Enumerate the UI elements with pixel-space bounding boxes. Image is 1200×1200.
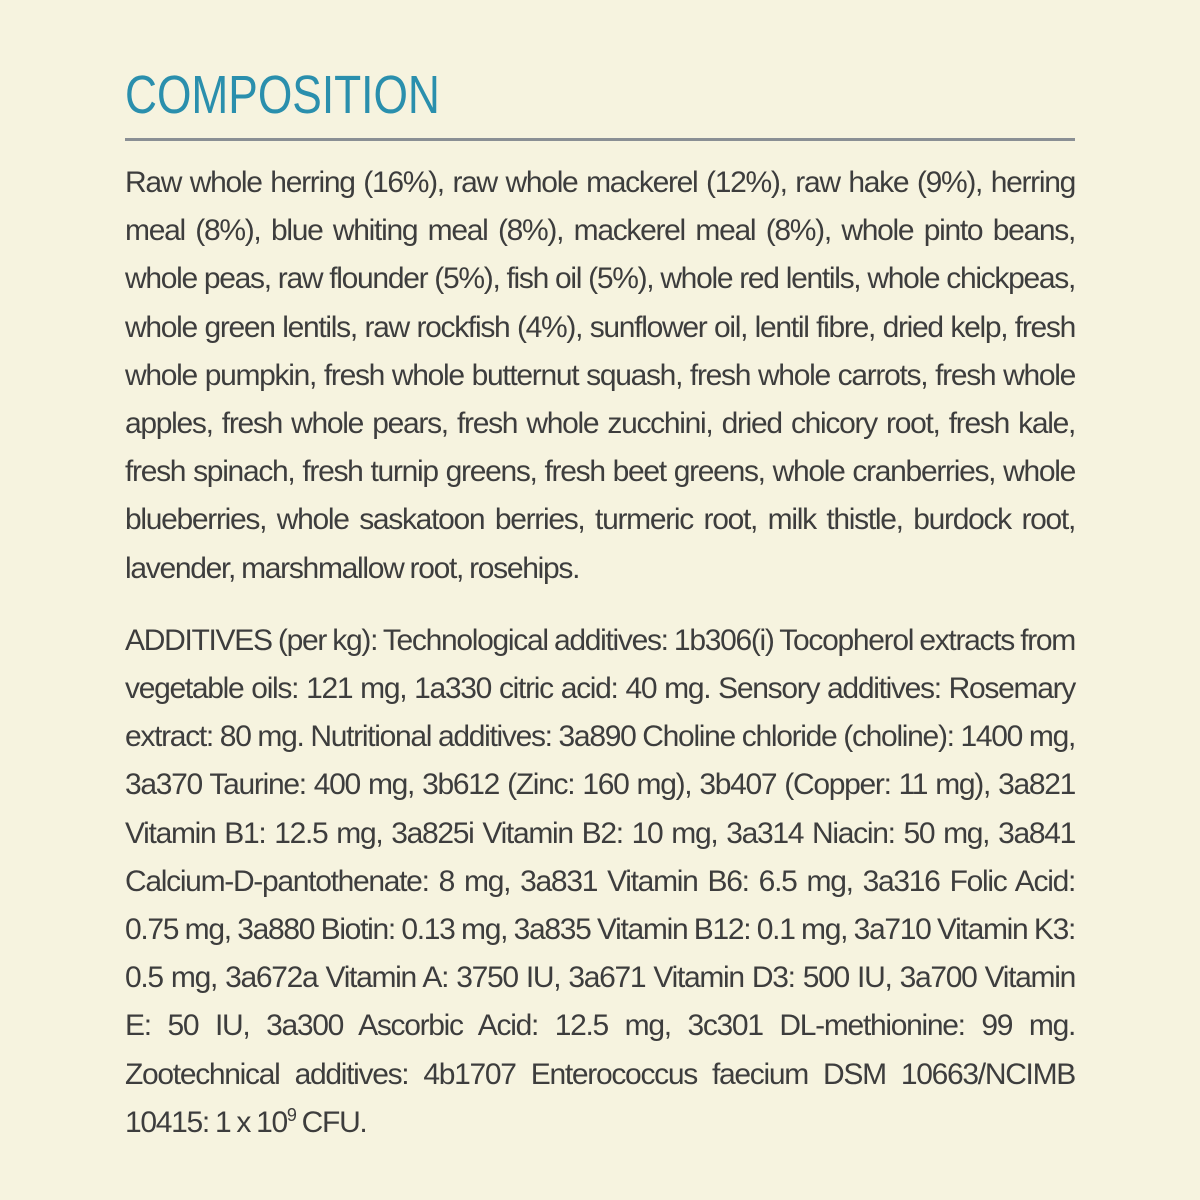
composition-paragraph: Raw whole herring (16%), raw whole mackerel (12%), raw hake (9%), herring meal (8%), blue whiting meal (8%), mackerel meal (8%), whole pinto beans, whole peas, raw flounder (5%), fish oil (5%), whole red lentils, whole chickpeas, whole green lentils, raw rockfish (4%), sunflower oil, lentil fibre, dried kelp, fresh whole pumpkin, fresh whole butternut squash, fresh whole carrots, fresh whole apples, fresh whole pears, fresh whole zucchini, dried chicory root, fresh kale, fresh spinach, fresh turnip greens, fresh beet greens, whole cranberries, whole blueberries, whole saskatoon berries, turmeric root, milk thistle, burdock root, lavender, marshmallow root, rosehips. [125,166,1075,585]
cfu-unit: CFU. [295,1105,367,1139]
page-title: COMPOSITION [125,65,440,125]
heading-divider [125,138,1075,141]
additives-text: ADDITIVES (per kg): Technological additives: 1b306(i) Tocopherol extracts from vegetable oils: 121 mg, 1a330 citric acid: 40 mg. Sensory additives: Rosemary extract: 80 mg. Nutritional additives: 3a890 Choline chloride (choline): 1400 mg, 3a370 Taurine: 400 mg, 3b612 (Zinc: 160 mg), 3b407 (Copper: 11 mg), 3a821 Vitamin B1: 12.5 mg, 3a825i Vitamin B2: 10 mg, 3a314 Niacin: 50 mg, 3a841 Calcium-D-pantothenate: 8 mg, 3a831 Vitamin B6: 6.5 mg, 3a316 Folic Acid: 0.75 mg, 3a880 Biotin: 0.13 mg, 3a835 Vitamin B12: 0.1 mg, 3a710 Vitamin K3: 0.5 mg, 3a672a Vitamin A: 3750 IU, 3a671 Vitamin D3: 500 IU, 3a700 Vitamin E: 50 IU, 3a300 Ascorbic Acid: 12.5 mg, 3c301 DL-methionine: 99 mg. Zootechnical additives: 4b1707 Enterococcus faecium DSM 10663/NCIMB 10415: 1 x 10 [125,623,1075,1139]
additives-paragraph [125,617,1075,1147]
cfu-exponent: 9 [286,1104,296,1125]
composition-panel [125,60,1075,1147]
